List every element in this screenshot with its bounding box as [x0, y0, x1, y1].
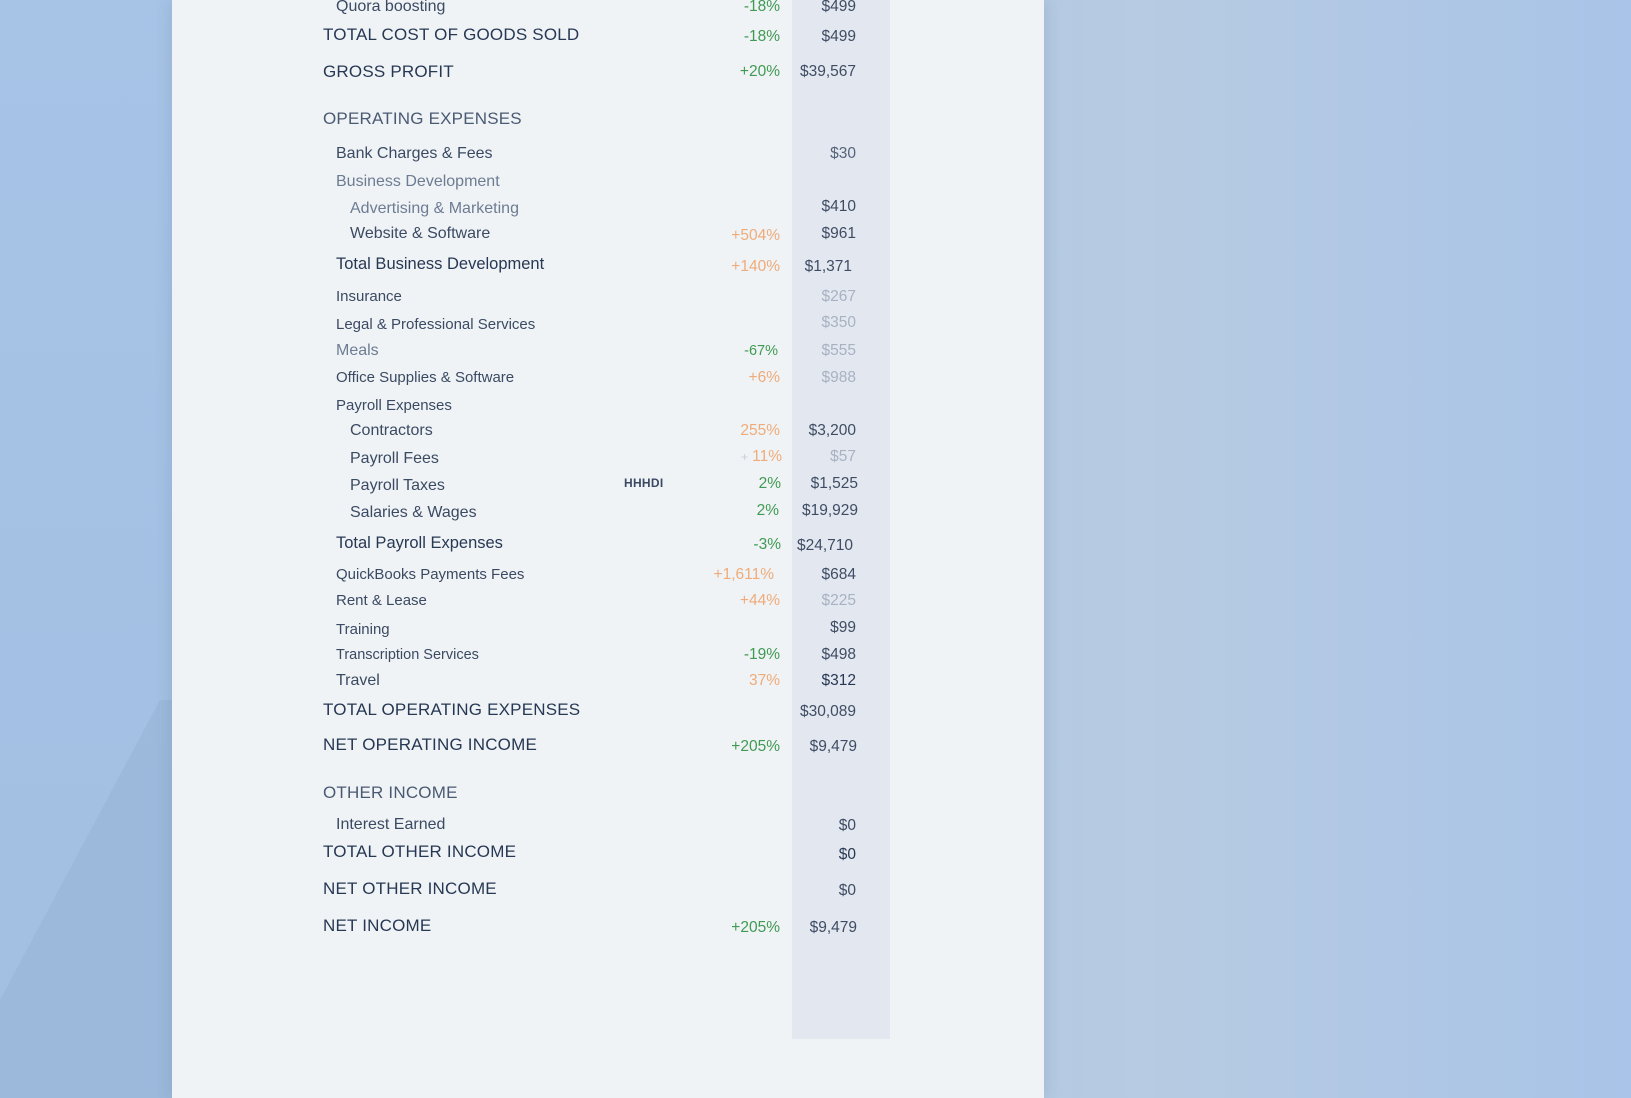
row-label: NET INCOME [323, 916, 432, 935]
row-amount: $498 [821, 646, 856, 663]
row-change: 2% [758, 475, 781, 492]
row-business-development [172, 170, 1044, 194]
row-change: +140% [731, 258, 780, 275]
row-change: -18% [743, 0, 780, 15]
row-amount: $410 [821, 198, 856, 215]
row-amount: $684 [821, 566, 856, 583]
row-label: Rent & Lease [336, 592, 427, 609]
row-label: GROSS PROFIT [323, 62, 454, 81]
row-total-business-development [172, 252, 1044, 276]
row-amount: $225 [821, 592, 856, 609]
row-label: Advertising & Marketing [350, 200, 519, 217]
row-net-income [172, 914, 1044, 938]
row-label: TOTAL OTHER INCOME [323, 842, 517, 861]
row-amount: $350 [821, 314, 856, 331]
row-change: +205% [731, 738, 780, 755]
row-label: Contractors [350, 422, 433, 439]
row-amount: $267 [821, 288, 856, 305]
row-amount: $30,089 [799, 703, 856, 720]
row-amount: $499 [821, 28, 856, 45]
row-salaries-wages [172, 501, 1044, 525]
row-label: Travel [336, 672, 380, 689]
row-amount: $499 [821, 0, 856, 15]
row-travel [172, 669, 1044, 693]
row-net-operating-income [172, 733, 1044, 757]
row-tag: HHHDI [624, 476, 664, 490]
row-amount: $1,525 [810, 475, 858, 492]
row-label: TOTAL COST OF GOODS SOLD [323, 25, 580, 44]
row-change: -67% [744, 343, 778, 359]
row-label: Website & Software [350, 225, 491, 242]
row-change: +1,611% [713, 566, 774, 583]
row-gross-profit [172, 60, 1044, 84]
row-label: Total Payroll Expenses [336, 534, 503, 552]
row-change: +205% [731, 919, 780, 936]
row-label: Training [336, 621, 390, 638]
section-title: OPERATING EXPENSES [323, 109, 522, 128]
row-amount: $57 [830, 448, 856, 465]
row-amount: $1,371 [804, 258, 852, 275]
row-interest-earned [172, 813, 1044, 837]
report-page [172, 0, 1044, 1098]
row-meals [172, 339, 1044, 363]
row-amount: $19,929 [801, 502, 858, 519]
row-amount: $3,200 [808, 422, 856, 439]
row-change: -18% [743, 28, 780, 45]
row-amount: $24,710 [796, 537, 853, 554]
row-change-value: 11% [752, 448, 782, 465]
row-amount: $30 [830, 145, 856, 162]
row-office-supplies [172, 366, 1044, 390]
row-label: NET OTHER INCOME [323, 879, 497, 898]
row-amount: $39,567 [799, 63, 856, 80]
row-net-other-income [172, 877, 1044, 901]
row-bank-charges [172, 142, 1044, 166]
row-total-other-income [172, 840, 1044, 864]
row-label: Office Supplies & Software [336, 369, 515, 386]
row-label: Salaries & Wages [350, 504, 477, 521]
row-payroll-taxes [172, 474, 1044, 498]
row-quickbooks-fees [172, 563, 1044, 587]
row-total-operating-expenses [172, 698, 1044, 722]
row-payroll-expenses [172, 394, 1044, 418]
row-label: Insurance [336, 288, 402, 305]
row-change: +504% [731, 227, 780, 244]
row-total-cogs [172, 23, 1044, 47]
row-quora-boosting [172, 0, 1044, 19]
row-change: -19% [743, 646, 780, 663]
row-amount: $312 [821, 672, 856, 689]
row-amount: $99 [830, 619, 856, 636]
row-label: Payroll Expenses [336, 397, 452, 414]
row-website-software [172, 222, 1044, 246]
row-change: +6% [748, 369, 780, 386]
row-change: 255% [740, 422, 780, 439]
row-payroll-fees [172, 447, 1044, 471]
row-total-payroll-expenses [172, 531, 1044, 555]
row-insurance [172, 285, 1044, 309]
row-amount: $555 [821, 342, 856, 359]
row-label: Interest Earned [336, 816, 446, 833]
row-label: TOTAL OPERATING EXPENSES [323, 700, 581, 719]
row-label: Business Development [336, 173, 500, 190]
row-label: Total Business Development [336, 255, 545, 273]
section-title: OTHER INCOME [323, 783, 458, 802]
row-change: 37% [748, 672, 780, 689]
row-amount: $9,479 [809, 919, 857, 936]
row-change: -3% [753, 536, 781, 553]
row-label: Payroll Taxes [350, 477, 445, 494]
row-change: 2% [756, 502, 779, 519]
row-amount: $0 [838, 817, 856, 834]
row-advertising-marketing [172, 197, 1044, 221]
row-transcription-services [172, 643, 1044, 667]
row-label: Quora boosting [336, 0, 446, 15]
row-contractors [172, 419, 1044, 443]
row-label: Payroll Fees [350, 450, 439, 467]
row-change [662, 445, 782, 469]
row-rent-lease [172, 589, 1044, 613]
row-amount: $0 [838, 882, 856, 899]
row-legal-professional [172, 313, 1044, 337]
row-label: QuickBooks Payments Fees [336, 566, 525, 583]
row-amount: $961 [821, 225, 856, 242]
row-label: Transcription Services [336, 647, 479, 663]
row-amount: $988 [821, 369, 856, 386]
row-label: Bank Charges & Fees [336, 145, 493, 162]
section-operating-expenses [172, 107, 1044, 131]
section-other-income [172, 781, 1044, 805]
row-change: +44% [739, 592, 780, 609]
row-amount: $9,479 [809, 738, 857, 755]
row-change: +20% [739, 63, 780, 80]
row-label: Legal & Professional Services [336, 316, 536, 333]
row-label: NET OPERATING INCOME [323, 735, 538, 754]
row-change-prefix: + [741, 450, 749, 464]
row-label: Meals [336, 342, 379, 359]
row-amount: $0 [838, 846, 856, 863]
row-training [172, 618, 1044, 642]
